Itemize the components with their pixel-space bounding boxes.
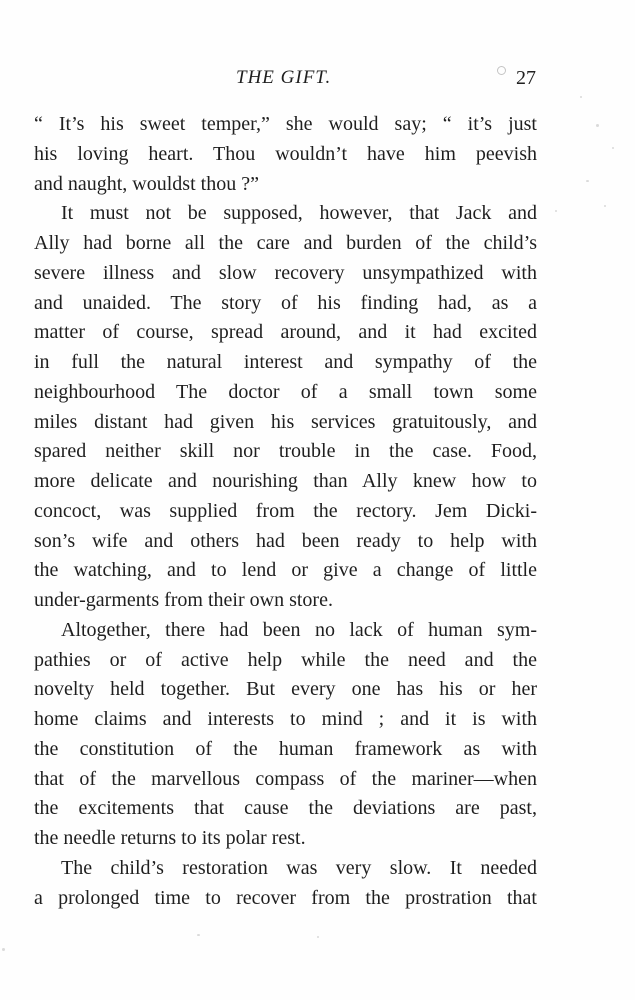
text-line: and unaided. The story of his finding had, as a [34, 291, 537, 314]
paragraph-first-line: It must not be supposed, however, that Jack and [61, 202, 537, 225]
text-line: severe illness and slow recovery unsympathized with [34, 261, 537, 284]
text-line: novelty held together. But every one has his or her [34, 678, 537, 701]
text-line: home claims and interests to mind ; and it is with [34, 708, 537, 730]
body-text [34, 110, 537, 913]
text-line: under-garments from their own store. [34, 589, 333, 611]
page-header [0, 67, 635, 97]
text-line: miles distant had given his services gratuitously, and [34, 410, 537, 433]
paragraph-first-line: The child’s restoration was very slow. It needed [61, 856, 537, 879]
text-line: more delicate and nourishing than Ally knew how to [34, 470, 537, 492]
text-line: the excitements that cause the deviations are past, [34, 797, 537, 820]
running-title: THE GIFT. [236, 67, 332, 88]
text-line: a prolonged time to recover from the prostration that [34, 886, 537, 909]
text-line: concoct, was supplied from the rectory. Jem Dicki- [34, 499, 537, 522]
text-line: matter of course, spread around, and it had excited [34, 321, 537, 344]
page-number: 27 [516, 67, 536, 89]
text-line: that of the marvellous compass of the mariner—when [34, 767, 537, 790]
text-line: the watching, and to lend or give a change of little [34, 559, 537, 582]
paragraph-first-line: Altogether, there had been no lack of human sym- [61, 618, 537, 641]
text-line: and naught, wouldst thou ?” [34, 172, 259, 195]
text-line: pathies or of active help while the need and the [34, 648, 537, 671]
text-line: the needle returns to its polar rest. [34, 827, 306, 849]
text-line: the constitution of the human framework as with [34, 737, 537, 760]
text-line: son’s wife and others had been ready to help with [34, 529, 537, 552]
text-line: in full the natural interest and sympathy of the [34, 351, 537, 373]
text-line: “ It’s his sweet temper,” she would say; “ it’s just [34, 113, 537, 135]
text-line: Ally had borne all the care and burden of the child’s [34, 232, 537, 254]
text-line: his loving heart. Thou wouldn’t have him peevish [34, 142, 537, 165]
text-line: neighbourhood The doctor of a small town some [34, 380, 537, 403]
text-line: spared neither skill nor trouble in the case. Food, [34, 440, 537, 463]
